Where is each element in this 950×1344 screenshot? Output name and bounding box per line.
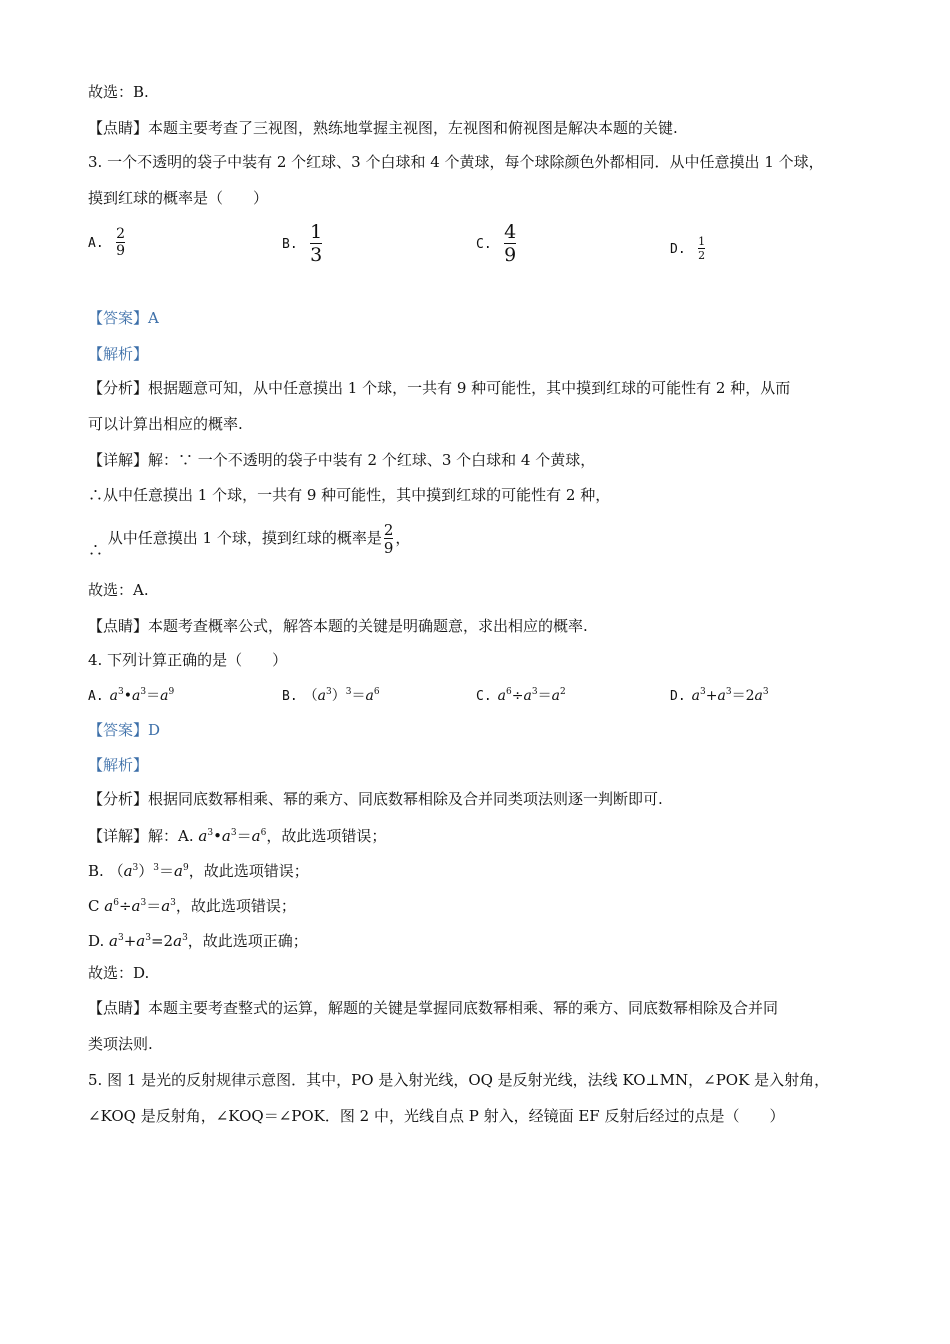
q3-choice: 故选：A.: [88, 581, 149, 599]
q2-choice: 故选：B.: [88, 83, 149, 101]
fraction: $\frac{4}{9}$: [504, 221, 517, 266]
q3-stem-line2: 摸到红球的概率是（ ）: [88, 189, 269, 207]
fraction: $\frac{2}{9}$: [116, 226, 126, 260]
q3-answer: 【答案】A: [88, 309, 159, 327]
fraction: $\frac{1}{3}$: [310, 221, 323, 266]
fraction: $\frac{1}{2}$: [698, 235, 706, 263]
q3-stem-line1: 3. 一个不透明的袋子中装有 2 个红球、3 个白球和 4 个黄球，每个球除颜色外都相同．从中任意摸出 1 个球，: [88, 153, 824, 171]
q4-option-b: B. $(a^3)^3=a^6$: [282, 687, 380, 704]
q4-detail-d: D. $a^3+a^3=2a^3$，故此选项正确；: [88, 932, 308, 950]
q5-stem-line1: 5. 图 1 是光的反射规律示意图．其中，PO 是入射光线，OQ 是反射光线，法线 KO⊥MN，∠POK 是入射角，: [88, 1071, 830, 1089]
q3-comment: 【点睛】本题考查概率公式，解答本题的关键是明确题意，求出相应的概率.: [88, 617, 588, 635]
q4-jiexi: 【解析】: [88, 756, 149, 774]
q4-answer: 【答案】D: [88, 721, 161, 739]
q4-option-d: D. $a^3+a^3=2a^3$: [670, 687, 769, 704]
q4-detail-a: 【详解】解：A. $a^3•a^3=a^6$，故此选项错误；: [88, 827, 387, 845]
q3-option-b: B. $\frac{1}{3}$: [282, 221, 323, 266]
q4-stem: 4. 下列计算正确的是（ ）: [88, 651, 288, 669]
q4-option-a: A. $a^3•a^3=a^9$: [88, 687, 175, 704]
q5-stem-line2: ∠KOQ 是反射角，∠KOQ＝∠POK．图 2 中，光线自点 P 射入，经镜面 EF 反射后经过的点是（ ）: [88, 1107, 785, 1125]
q3-detail-line1: 【详解】解：∵ 一个不透明的袋子中装有 2 个红球、3 个白球和 4 个黄球，: [88, 451, 596, 469]
q3-detail-line2: ∴从中任意摸出 1 个球，一共有 9 种可能性，其中摸到红球的可能性有 2 种，: [88, 486, 611, 504]
q4-analysis: 【分析】根据同底数幂相乘、幂的乘方、同底数幂相除及合并同类项法则逐一判断即可.: [88, 790, 663, 808]
q4-comment-line2: 类项法则.: [88, 1035, 153, 1053]
q4-option-c: C. $a^6\div a^3=a^2$: [476, 687, 566, 704]
q4-comment-line1: 【点睛】本题主要考查整式的运算，解题的关键是掌握同底数幂相乘、幂的乘方、同底数幂相除及合并同: [88, 999, 779, 1017]
q3-jiexi: 【解析】: [88, 345, 149, 363]
q3-analysis-line1: 【分析】根据题意可知，从中任意摸出 1 个球，一共有 9 种可能性，其中摸到红球的可能性有 2 种，从而: [88, 379, 791, 397]
q3-option-c: C. $\frac{4}{9}$: [476, 221, 517, 266]
fraction: $\frac{2}{9}$: [383, 520, 394, 557]
q4-choice: 故选：D.: [88, 964, 150, 982]
q3-detail-line3: ∴ 从中任意摸出 1 个球，摸到红球的概率是 $\frac{2}{9}$ ，: [88, 520, 411, 559]
q4-detail-b: B. $(a^3)^3=a^9$，故此选项错误；: [88, 862, 309, 880]
q3-option-d: D. $\frac{1}{2}$: [670, 235, 706, 263]
q2-comment: 【点睛】本题主要考查了三视图，熟练地掌握主视图，左视图和俯视图是解决本题的关键.: [88, 119, 678, 137]
q3-option-a: A. $\frac{2}{9}$: [88, 226, 126, 260]
q4-detail-c: C $a^6\div a^3=a^3$，故此选项错误；: [88, 897, 296, 915]
q3-analysis-line2: 可以计算出相应的概率.: [88, 415, 243, 433]
